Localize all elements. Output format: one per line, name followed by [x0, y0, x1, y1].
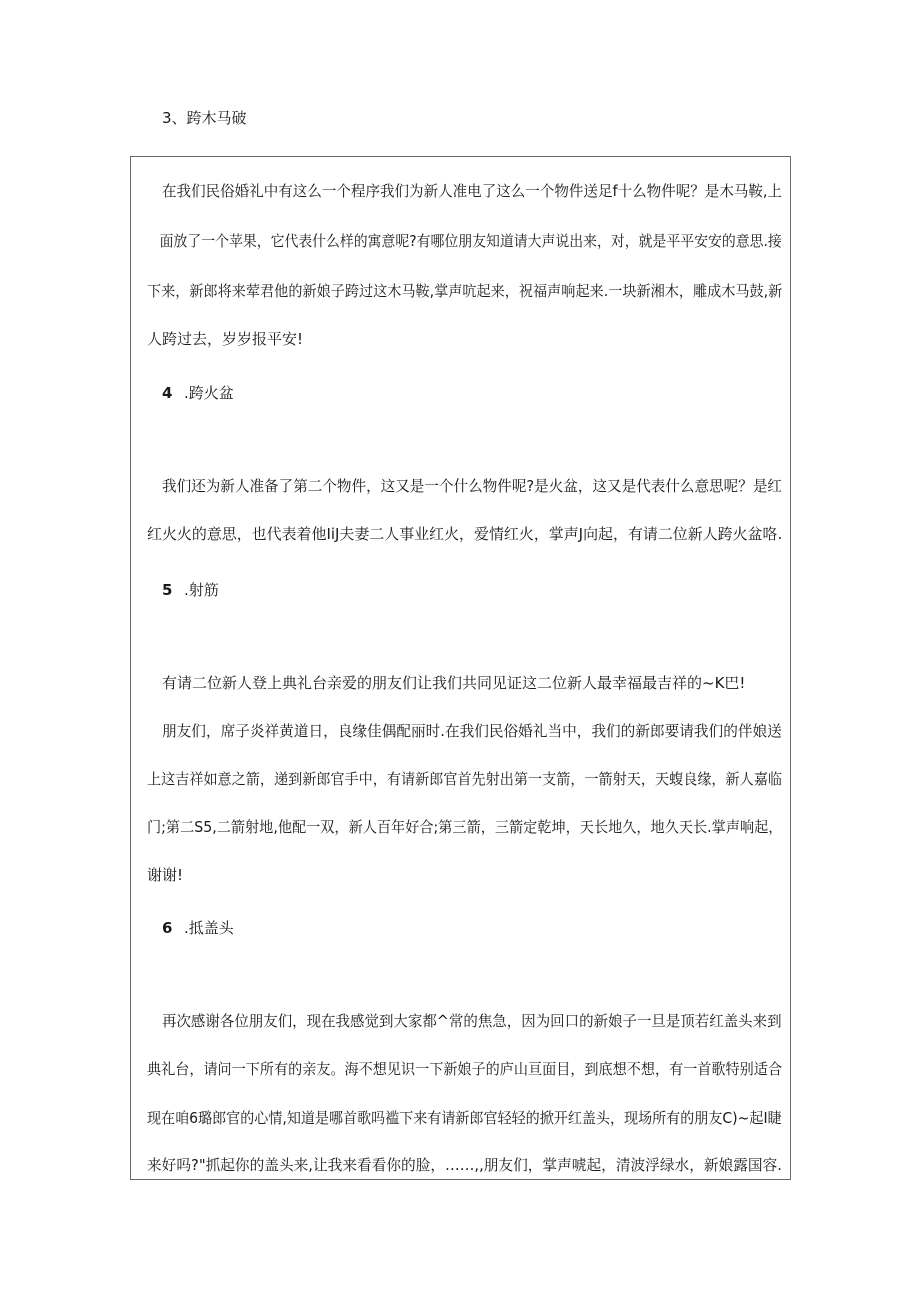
- section-5-number: 5: [162, 581, 173, 599]
- section-3-heading: 3、跨木马破: [162, 109, 247, 127]
- section-3-line-2-text: 面放了一个苹果，它代表什么样的寓意呢?有哪位朋友知道请大声说出来，对，就是平平安安的意思.接: [159, 232, 782, 250]
- section-3-line-3: 下来，新郎将来荤君他的新娘子跨过这木马鞍,掌声吭起来，祝福声响起来.一块新湘木，雕成木马鼓,新: [147, 282, 783, 300]
- section-6-title: .抵盖头: [184, 919, 234, 937]
- section-6-line-4: 来好吗?"抓起你的盖头来,让我来看看你的脸，……,,朋友们，掌声唬起，清波浮绿水，新娘露国容.: [147, 1156, 782, 1174]
- section-4-title: .跨火盆: [184, 384, 234, 402]
- section-3-line-2: [130, 231, 782, 251]
- section-4-line-2: 红火火的意思，也代表着他IiJ夫妻二人事业红火，爱情红火，掌声J向起，有请二位新人跨火盆咯.: [147, 525, 783, 543]
- section-4-heading: [162, 383, 234, 403]
- section-5-line-2: 朋友们，席子炎祥黄道日，良缘佳偶配丽时.在我们民俗婚礼当中，我们的新郎要请我们的伴娘送: [162, 722, 782, 740]
- section-6-heading: [162, 918, 234, 938]
- section-5-line-1: 有请二位新人登上典礼台亲爱的朋友们让我们共同见证这二位新人最幸福最吉祥的~K巴!: [162, 674, 746, 692]
- section-5-line-5: 谢谢!: [147, 866, 184, 884]
- section-5-line-3: 上这吉祥如意之箭，递到新郎官手中，有请新郎官首先射出第一支箭，一箭射天，天蝮良缘，新人嘉临: [147, 770, 782, 788]
- section-6-line-1: 再次感谢各位朋友们，现在我感觉到大家都^常的焦急，因为回口的新娘子一旦是顶若红盖头来到: [162, 1012, 782, 1030]
- section-5-line-4: 门;第二S5,二箭射地,他配一双，新人百年好合;第三箭，三箭定乾坤，天长地久，地久天长.掌声响起，: [147, 818, 783, 836]
- section-6-line-2: 典礼台，请问一下所有的亲友。海不想见识一下新娘子的庐山亘面目，到底想不想，有一首歌特别适合: [147, 1060, 782, 1078]
- section-3-line-1: 在我们民俗婚礼中有这么一个程序我们为新人准电了这么一个物件送足f十么物件呢？是木马鞍,上: [162, 182, 783, 200]
- section-6-line-3: 现在咱6璐郎官的心情,知道是哪首歌吗褴下来有请新郎官轻轻的掀开红盖头，现场所有的朋友C)~起I睫: [147, 1109, 782, 1127]
- section-4-number: 4: [162, 384, 173, 402]
- section-6-number: 6: [162, 919, 173, 937]
- section-3-line-4: 人跨过去，岁岁报平安!: [147, 330, 304, 348]
- section-5-title: .射筋: [184, 581, 219, 599]
- section-5-heading: [162, 580, 219, 600]
- section-4-line-1: 我们还为新人准备了第二个物件，这又是一个什么物件呢?是火盆，这又是代表什么意思呢？是红: [162, 477, 782, 495]
